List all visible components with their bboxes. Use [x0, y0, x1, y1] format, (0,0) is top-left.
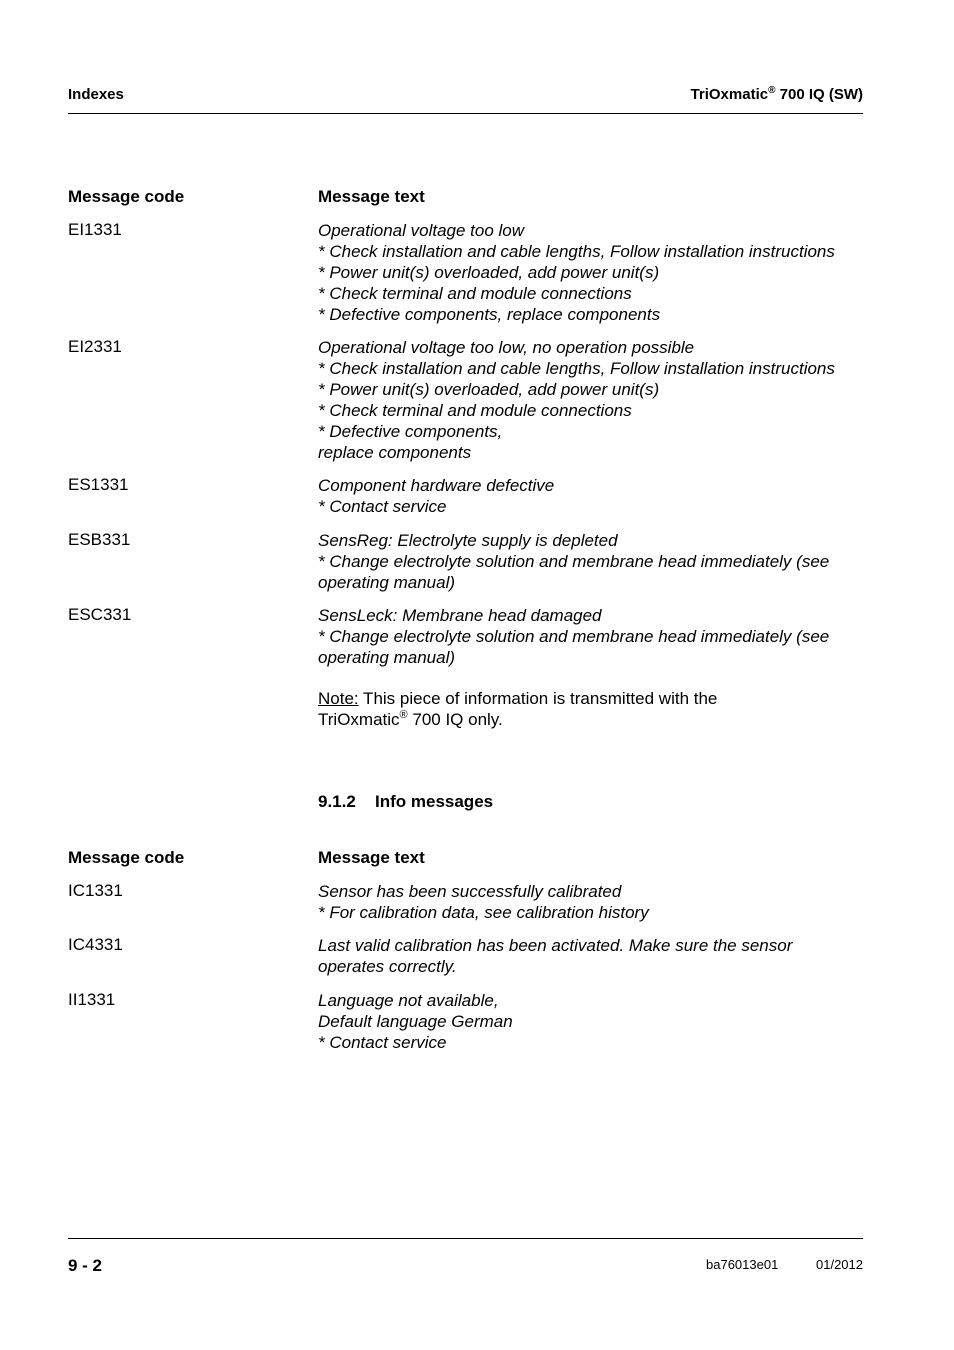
message-code: IC1331: [68, 881, 123, 900]
message-code: IC4331: [68, 935, 123, 954]
message-code: ES1331: [68, 475, 129, 494]
document-date: 01/2012: [816, 1257, 863, 1272]
message-text: Language not available, Default language German * Contact service: [318, 991, 513, 1052]
message-code: ESB331: [68, 530, 131, 549]
table1-col-text-header: Message text: [318, 187, 425, 206]
message-code: ESC331: [68, 605, 132, 624]
footer-divider: [68, 1238, 863, 1239]
message-text: SensReg: Electrolyte supply is depleted * Change electrolyte solution and membrane head immediately (see operating manual): [318, 531, 830, 592]
page-number: 9 - 2: [68, 1256, 103, 1275]
message-code: EI2331: [68, 337, 122, 356]
message-text: Sensor has been successfully calibrated * For calibration data, see calibration history: [318, 882, 649, 922]
message-text: Operational voltage too low, no operation possible * Check installation and cable lengths, Follow installation instructions * Power unit(s) overloaded, add power unit(s) * Check terminal and module connections * Defective components, replace components: [318, 338, 835, 462]
note-paragraph: Note: This piece of information is transmitted with the TriOxmatic® 700 IQ only.: [318, 689, 718, 729]
message-text: Operational voltage too low * Check installation and cable lengths, Follow installation instructions * Power unit(s) overloaded, add power unit(s) * Check terminal and module connections * Defective components, replace components: [318, 221, 835, 324]
header-section-title: Indexes: [68, 86, 124, 103]
message-text: Component hardware defective * Contact service: [318, 476, 555, 516]
table2-col-code-header: Message code: [68, 848, 185, 867]
note-label: Note:: [318, 689, 359, 708]
header-divider: [68, 113, 863, 114]
message-text: SensLeck: Membrane head damaged * Change electrolyte solution and membrane head immediately (see operating manual): [318, 606, 830, 667]
section-heading: 9.1.2 Info messages: [318, 792, 494, 811]
header-product-title: TriOxmatic® 700 IQ (SW): [690, 85, 863, 103]
message-code: EI1331: [68, 220, 122, 239]
message-code: II1331: [68, 990, 116, 1009]
message-text: Last valid calibration has been activated. Make sure the sensor operates correctly.: [318, 936, 793, 976]
table1-col-code-header: Message code: [68, 187, 185, 206]
document-number: ba76013e01: [706, 1257, 779, 1272]
table2-col-text-header: Message text: [318, 848, 425, 867]
